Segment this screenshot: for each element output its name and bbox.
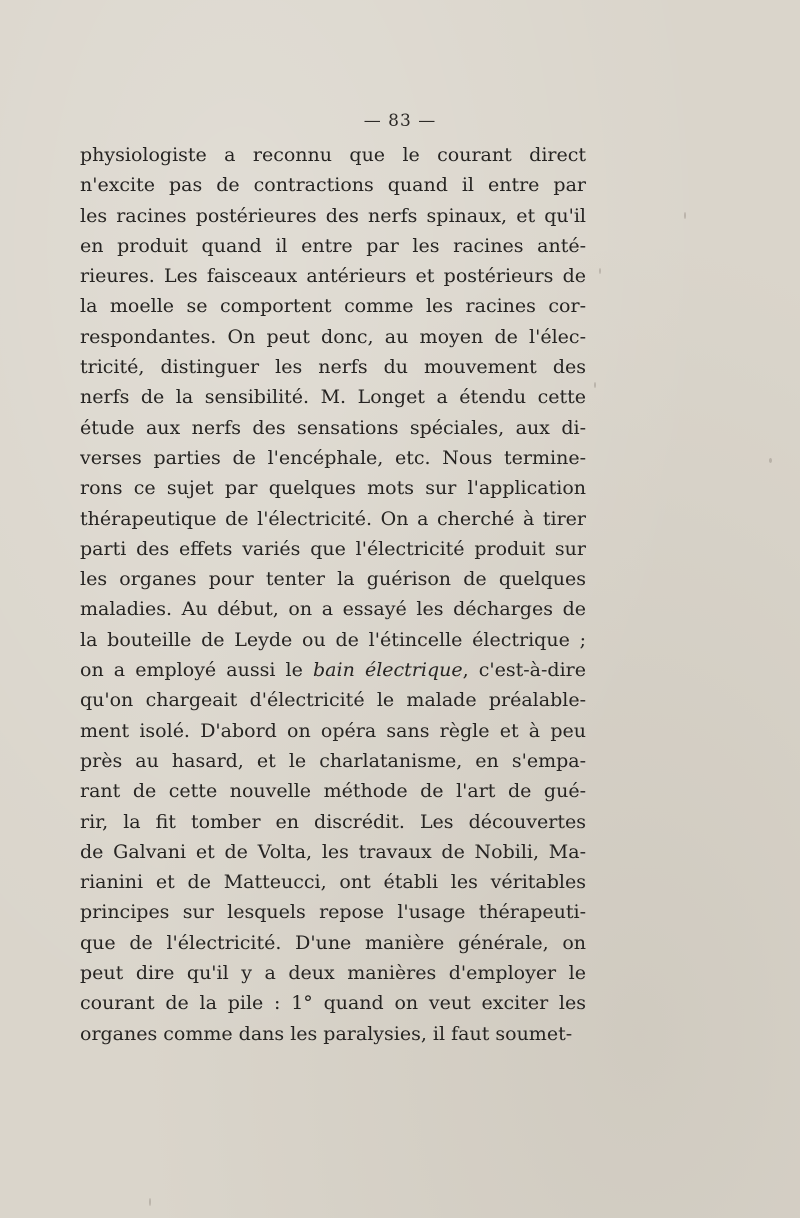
paper-speck	[769, 458, 772, 463]
text-line: verses parties de l'encéphale, etc. Nous termine-	[80, 446, 586, 469]
text-line: rir, la fit tomber en discrédit. Les découvertes	[80, 810, 586, 833]
text-line: thérapeutique de l'électricité. On a cherché à tirer	[80, 507, 586, 530]
text-line: organes comme dans les paralysies, il faut soumet-	[80, 1022, 573, 1045]
text-line: on a employé aussi le bain électrique, c'est-à-dire	[80, 659, 586, 682]
paper-speck	[149, 1198, 151, 1206]
text-line: les organes pour tenter la guérison de quelques	[80, 568, 586, 591]
paper-speck	[594, 382, 596, 388]
page-number: — 83 —	[363, 111, 437, 131]
text-line: courant de la pile : 1° quand on veut exciter les	[80, 992, 586, 1015]
text-line: rianini et de Matteucci, ont établi les véritables	[80, 871, 586, 894]
text-line: étude aux nerfs des sensations spéciales, aux di-	[80, 416, 586, 439]
text-line: qu'on chargeait d'électricité le malade préalable-	[80, 689, 586, 712]
text-line: la moelle se comportent comme les racines cor-	[80, 295, 586, 318]
text-line: ment isolé. D'abord on opéra sans règle et à peu	[80, 719, 586, 742]
text-line: en produit quand il entre par les racines anté-	[80, 234, 586, 257]
italic-term: bain électrique	[313, 659, 463, 682]
text-line: nerfs de la sensibilité. M. Longet a étendu cette	[80, 386, 586, 409]
paper-speck	[599, 268, 601, 274]
text-line: peut dire qu'il y a deux manières d'employer le	[80, 962, 586, 985]
text-line: principes sur lesquels repose l'usage thérapeuti-	[80, 901, 586, 924]
body-text	[80, 140, 586, 1049]
text-line: maladies. Au début, on a essayé les décharges de	[80, 598, 586, 621]
text-line: que de l'électricité. D'une manière générale, on	[80, 931, 586, 954]
text-line: rant de cette nouvelle méthode de l'art de gué-	[80, 780, 586, 803]
text-line: tricité, distinguer les nerfs du mouvement des	[80, 356, 586, 379]
paper-speck	[684, 212, 686, 219]
text-line: de Galvani et de Volta, les travaux de Nobili, Ma-	[80, 840, 586, 863]
text-line: physiologiste a reconnu que le courant direct	[80, 144, 586, 166]
text-line: la bouteille de Leyde ou de l'étincelle électrique ;	[80, 628, 586, 651]
text-line: les racines postérieures des nerfs spinaux, et qu'il	[80, 204, 586, 227]
text-line: près au hasard, et le charlatanisme, en s'empa-	[80, 749, 586, 772]
text-line: rieures. Les faisceaux antérieurs et postérieurs de	[80, 265, 586, 288]
text-line: parti des effets variés que l'électricité produit sur	[80, 537, 586, 560]
text-line: rons ce sujet par quelques mots sur l'application	[80, 477, 586, 500]
text-line: respondantes. On peut donc, au moyen de l'élec-	[80, 325, 586, 348]
text-line: n'excite pas de contractions quand il entre par	[80, 174, 586, 197]
